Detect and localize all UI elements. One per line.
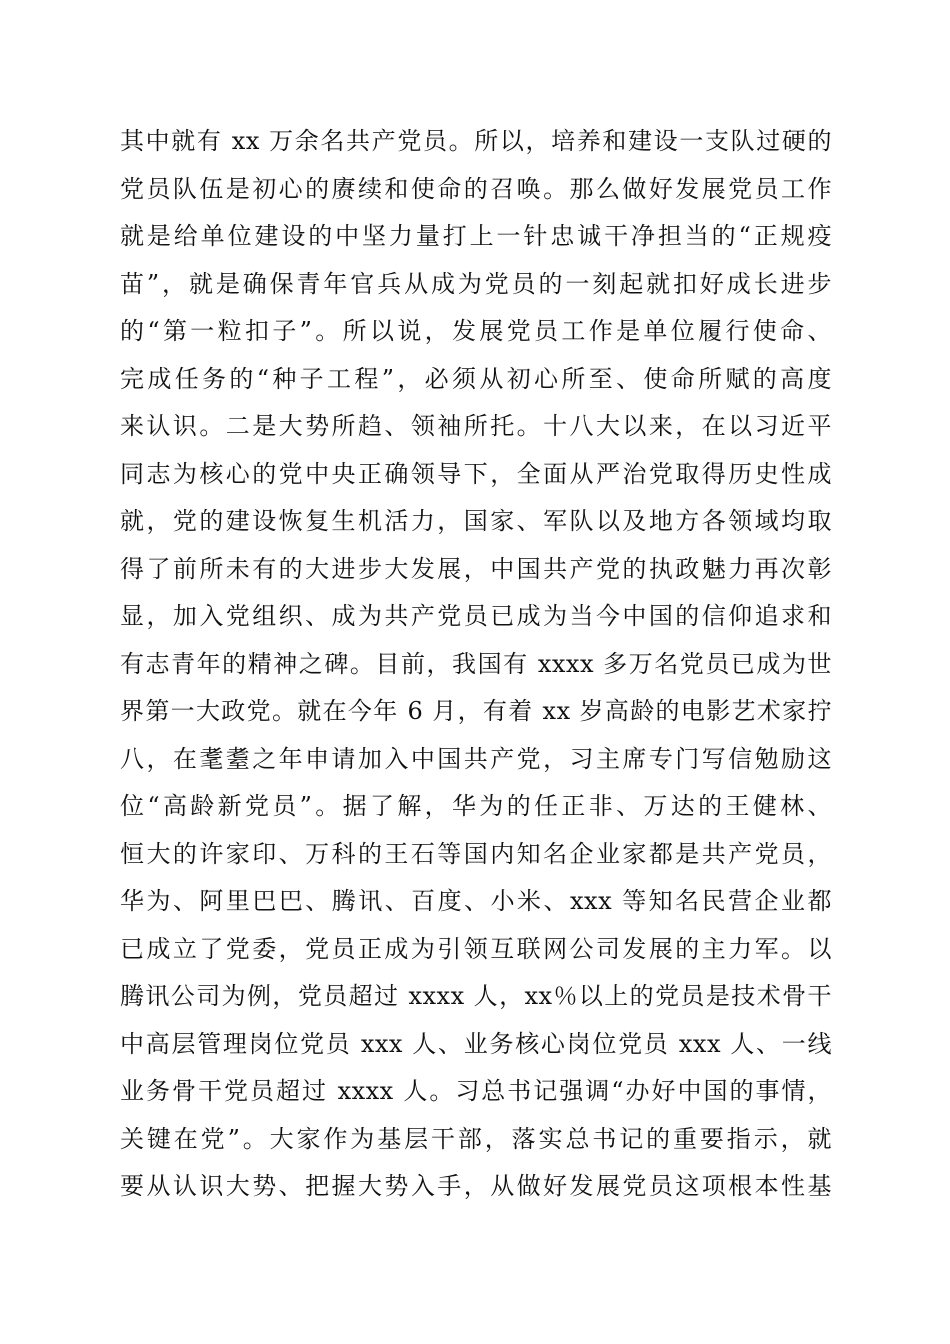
text-line: 有志青年的精神之碑。目前，我国有 xxxx 多万名党员已成为世 bbox=[120, 649, 832, 678]
text-line: 显，加入党组织、成为共产党员已成为当今中国的信仰追求和 bbox=[120, 602, 832, 630]
text-line: 就，党的建设恢复生机活力，国家、军队以及地方各领域均取 bbox=[120, 507, 832, 535]
text-line: 业务骨干党员超过 xxxx 人。习总书记强调“办好中国的事情， bbox=[120, 1077, 832, 1105]
text-line: 位“高龄新党员”。据了解，华为的任正非、万达的王健林、 bbox=[120, 792, 832, 820]
text-line: 得了前所未有的大进步大发展，中国共产党的执政魅力再次彰 bbox=[120, 554, 832, 583]
text-line: 中高层管理岗位党员 xxx 人、业务核心岗位党员 xxx 人、一线 bbox=[120, 1029, 832, 1058]
text-line: 腾讯公司为例，党员超过 xxxx 人，xx％以上的党员是技术骨干 bbox=[120, 982, 832, 1010]
text-line: 同志为核心的党中央正确领导下，全面从严治党取得历史性成 bbox=[120, 459, 832, 488]
text-line: 界第一大政党。就在今年 6 月，有着 xx 岁高龄的电影艺术家拧 bbox=[120, 697, 832, 725]
text-line: 华为、阿里巴巴、腾讯、百度、小米、xxx 等知名民营企业都 bbox=[120, 887, 832, 915]
text-line: 其中就有 xx 万余名共产党员。所以，培养和建设一支队过硬的 bbox=[120, 127, 832, 155]
text-line: 八，在耄耋之年申请加入中国共产党，习主席专门写信勉励这 bbox=[120, 744, 832, 773]
text-line: 已成立了党委，党员正成为引领互联网公司发展的主力军。以 bbox=[120, 934, 832, 963]
text-line: 苗”，就是确保青年官兵从成为党员的一刻起就扣好成长进步 bbox=[120, 269, 832, 298]
text-line: 关键在党”。大家作为基层干部，落实总书记的重要指示，就 bbox=[120, 1124, 832, 1153]
text-line: 恒大的许家印、万科的王石等国内知名企业家都是共产党员， bbox=[120, 839, 832, 868]
text-line: 要从认识大势、把握大势入手，从做好发展党员这项根本性基 bbox=[120, 1172, 832, 1200]
text-line: 就是给单位建设的中坚力量打上一针忠诚干净担当的“正规疫 bbox=[120, 222, 832, 250]
text-line: 党员队伍是初心的赓续和使命的召唤。那么做好发展党员工作 bbox=[120, 174, 832, 203]
text-line: 来认识。二是大势所趋、领袖所托。十八大以来，在以习近平 bbox=[120, 412, 832, 440]
text-line: 完成任务的“种子工程”，必须从初心所至、使命所赋的高度 bbox=[120, 364, 832, 393]
body-text bbox=[120, 118, 832, 1211]
text-line: 的“第一粒扣子”。所以说，发展党员工作是单位履行使命、 bbox=[120, 317, 832, 345]
